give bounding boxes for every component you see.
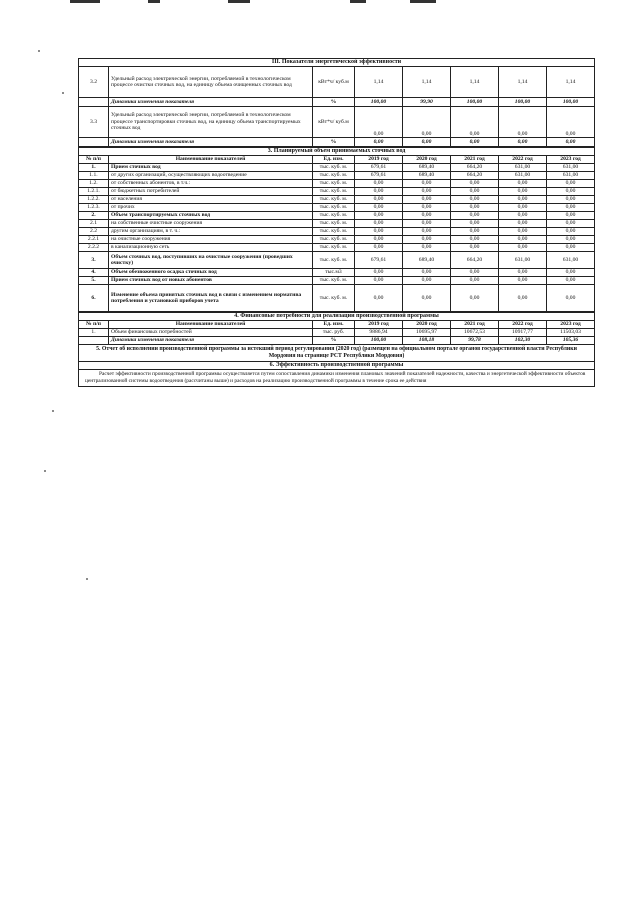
scan-speck [38, 50, 40, 52]
value-cell: 1,14 [547, 67, 595, 98]
row-name: Объем сточных вод, поступивших на очистные сооружения (проведших очистку) [109, 252, 313, 269]
value-cell: 0,00 [547, 204, 595, 212]
value-cell: 0,00 [499, 285, 547, 312]
value-cell: 0,00 [499, 228, 547, 236]
value-cell: 0,00 [499, 196, 547, 204]
value-cell: 9886,94 [355, 329, 403, 337]
row-unit: тыс. куб. м. [313, 277, 355, 285]
scan-speck [44, 470, 46, 472]
value-cell: 0,00 [547, 285, 595, 312]
row-name: на очистные сооружения [109, 236, 313, 244]
row-name: Прием сточных вод от новых абонентов [109, 277, 313, 285]
value-cell: 0,00 [451, 269, 499, 277]
row-number: 1. [79, 164, 109, 172]
finance-table [78, 312, 595, 387]
value-cell: 1,14 [451, 67, 499, 98]
value-cell: 0,00 [355, 138, 403, 147]
value-cell: 0,00 [403, 212, 451, 220]
table-row [79, 172, 595, 180]
value-cell: 0,00 [451, 277, 499, 285]
scan-artifacts [0, 0, 640, 6]
value-cell: 100,00 [355, 98, 403, 107]
value-cell: 0,00 [403, 244, 451, 252]
value-cell: 10917,77 [499, 329, 547, 337]
row-unit: тыс. куб. м. [313, 212, 355, 220]
table-row [79, 67, 595, 98]
value-cell: 0,00 [355, 277, 403, 285]
table-row [79, 164, 595, 172]
row-unit: тыс. куб. м. [313, 252, 355, 269]
value-cell: 0,00 [355, 212, 403, 220]
row-number: 2.2.2 [79, 244, 109, 252]
row-unit: кВт*ч/ куб.м [313, 67, 355, 98]
value-cell: 0,00 [499, 244, 547, 252]
value-cell: 100,00 [451, 98, 499, 107]
value-cell: 0,00 [403, 220, 451, 228]
value-cell: 0,00 [355, 180, 403, 188]
value-cell: 631,00 [499, 164, 547, 172]
row-name: Удельный расход электрической энергии, потребляемой в технологическом процессе транспортировки сточных вод, на единицу объема транспортируемых сточных вод [109, 107, 313, 138]
table-row [79, 277, 595, 285]
value-cell: 0,00 [547, 236, 595, 244]
value-cell: 0,00 [547, 180, 595, 188]
value-cell: 0,00 [451, 188, 499, 196]
row-unit: тыс. руб. [313, 329, 355, 337]
value-cell: 0,00 [355, 204, 403, 212]
value-cell: 631,00 [499, 252, 547, 269]
row-number: 3. [79, 252, 109, 269]
value-cell: 689,40 [403, 164, 451, 172]
table-header-row [79, 156, 595, 164]
value-cell: 631,00 [547, 252, 595, 269]
row-name: Объем финансовых потребностей [109, 329, 313, 337]
row-number: 1.2.1. [79, 188, 109, 196]
value-cell: 0,00 [451, 220, 499, 228]
value-cell: 1,14 [403, 67, 451, 98]
column-header: 2022 год [499, 321, 547, 329]
scan-mark [70, 0, 100, 3]
table-row [79, 252, 595, 269]
value-cell: 0,00 [499, 204, 547, 212]
scan-speck [52, 410, 54, 412]
value-cell: 0,00 [403, 277, 451, 285]
value-cell: 0,00 [499, 107, 547, 138]
value-cell: 0,00 [499, 220, 547, 228]
value-cell: 0,00 [355, 244, 403, 252]
row-unit: тыс. куб. м. [313, 180, 355, 188]
row-unit: тыс. куб. м. [313, 164, 355, 172]
column-header: Ед. изм. [313, 321, 355, 329]
row-unit: тыс. куб. м. [313, 220, 355, 228]
value-cell: 0,00 [355, 196, 403, 204]
value-cell: 100,00 [547, 98, 595, 107]
value-cell: 0,00 [547, 220, 595, 228]
row-unit: тыс. куб. м. [313, 236, 355, 244]
column-header: 2019 год [355, 321, 403, 329]
row-name: от бюджетных потребителей [109, 188, 313, 196]
column-header: 2019 год [355, 156, 403, 164]
section-title: III. Показатели энергетической эффективности [79, 59, 595, 67]
scan-mark [350, 0, 366, 3]
value-cell: 0,00 [403, 228, 451, 236]
row-number: 2.1 [79, 220, 109, 228]
row-name: другим организациям, в т. ч.: [109, 228, 313, 236]
table-row [79, 98, 595, 107]
value-cell: 0,00 [403, 269, 451, 277]
value-cell: 664,20 [451, 164, 499, 172]
table-row [79, 236, 595, 244]
column-header: Наименование показателей [109, 156, 313, 164]
value-cell: 11503,03 [547, 329, 595, 337]
scan-mark [148, 0, 160, 3]
table-row [79, 138, 595, 147]
value-cell: 0,00 [355, 188, 403, 196]
value-cell: 10695,97 [403, 329, 451, 337]
value-cell: 0,00 [403, 180, 451, 188]
value-cell: 0,00 [499, 269, 547, 277]
value-cell: 0,00 [547, 269, 595, 277]
row-name: от других организаций, осуществляющих водоотведение [109, 172, 313, 180]
value-cell: 1,14 [499, 67, 547, 98]
value-cell: 0,00 [403, 236, 451, 244]
row-unit: тыс. куб. м. [313, 188, 355, 196]
value-cell: 0,00 [355, 228, 403, 236]
value-cell: 0,00 [403, 107, 451, 138]
row-number: 1.2.2. [79, 196, 109, 204]
volume-table [78, 147, 595, 312]
row-number: 1. [79, 329, 109, 337]
row-number: 5. [79, 277, 109, 285]
document-sheet [78, 58, 594, 387]
table-row [79, 285, 595, 312]
value-cell: 0,00 [451, 196, 499, 204]
value-cell: 0,00 [451, 244, 499, 252]
row-name: Динамика изменения показателя [109, 98, 313, 107]
row-unit: % [313, 138, 355, 147]
column-header: № п/п [79, 321, 109, 329]
value-cell: 0,00 [403, 188, 451, 196]
value-cell: 0,00 [499, 236, 547, 244]
value-cell: 0,00 [403, 138, 451, 147]
value-cell: 105,36 [547, 337, 595, 345]
scan-mark [410, 0, 436, 3]
row-name: на собственные очистные сооружения [109, 220, 313, 228]
table-row [79, 204, 595, 212]
table-row [79, 107, 595, 138]
value-cell: 664,20 [451, 252, 499, 269]
value-cell: 0,00 [355, 269, 403, 277]
table-header-row [79, 321, 595, 329]
value-cell: 0,00 [451, 180, 499, 188]
column-header: 2023 год [547, 321, 595, 329]
table-row [79, 269, 595, 277]
section-title: 3. Планируемый объем принимаемых сточных вод [79, 148, 595, 156]
row-name: в канализационную сеть [109, 244, 313, 252]
column-header: 2021 год [451, 156, 499, 164]
row-unit: тыс. куб. м. [313, 204, 355, 212]
value-cell: 679,61 [355, 172, 403, 180]
value-cell: 0,00 [499, 277, 547, 285]
value-cell: 664,20 [451, 172, 499, 180]
value-cell: 679,61 [355, 164, 403, 172]
value-cell: 0,00 [499, 138, 547, 147]
row-unit: тыс.м3 [313, 269, 355, 277]
value-cell: 102,30 [499, 337, 547, 345]
row-name: Объем обезвоженного осадка сточных вод [109, 269, 313, 277]
scan-speck [86, 578, 88, 580]
value-cell: 0,00 [547, 188, 595, 196]
scan-mark [228, 0, 250, 3]
column-header: № п/п [79, 156, 109, 164]
row-number: 3.2 [79, 67, 109, 98]
row-name: от собственных абонентов, в т.ч.: [109, 180, 313, 188]
table-row [79, 228, 595, 236]
value-cell: 0,00 [547, 228, 595, 236]
row-number: 2.2 [79, 228, 109, 236]
row-number [79, 337, 109, 345]
value-cell: 0,00 [499, 180, 547, 188]
value-cell: 0,00 [547, 244, 595, 252]
row-number [79, 98, 109, 107]
row-name: Динамика изменения показателя [109, 337, 313, 345]
column-header: 2022 год [499, 156, 547, 164]
value-cell: 0,00 [403, 204, 451, 212]
value-cell: 0,00 [499, 212, 547, 220]
row-unit: % [313, 337, 355, 345]
value-cell: 689,40 [403, 252, 451, 269]
table-row [79, 188, 595, 196]
value-cell: 0,00 [355, 285, 403, 312]
value-cell: 0,00 [451, 204, 499, 212]
value-cell: 100,00 [499, 98, 547, 107]
table-row [79, 220, 595, 228]
row-number [79, 138, 109, 147]
row-name: Динамика изменения показателя [109, 138, 313, 147]
value-cell: 0,00 [355, 107, 403, 138]
value-cell: 10672,53 [451, 329, 499, 337]
column-header: 2020 год [403, 156, 451, 164]
value-cell: 679,61 [355, 252, 403, 269]
row-name: Прием сточных вод [109, 164, 313, 172]
row-unit: кВт*ч/ куб.м [313, 107, 355, 138]
column-header: Наименование показателей [109, 321, 313, 329]
value-cell: 689,40 [403, 172, 451, 180]
column-header: 2021 год [451, 321, 499, 329]
value-cell: 0,00 [403, 285, 451, 312]
row-number: 1.1. [79, 172, 109, 180]
row-number: 2. [79, 212, 109, 220]
row-number: 3.3 [79, 107, 109, 138]
value-cell: 1,14 [355, 67, 403, 98]
table-row [79, 212, 595, 220]
row-unit: тыс. куб. м. [313, 196, 355, 204]
value-cell: 99,90 [403, 98, 451, 107]
energy-table [78, 58, 595, 147]
column-header: 2020 год [403, 321, 451, 329]
row-number: 2.2.1 [79, 236, 109, 244]
value-cell: 631,00 [547, 172, 595, 180]
column-header: 2023 год [547, 156, 595, 164]
row-number: 1.2.3. [79, 204, 109, 212]
value-cell: 631,00 [547, 164, 595, 172]
value-cell: 0,00 [451, 107, 499, 138]
row-unit: тыс. куб. м. [313, 228, 355, 236]
row-number: 4. [79, 269, 109, 277]
report-section-title: 5. Отчет об исполнении производственной программы за истекший период регулирования (2020 год) (размещен на официальном портале органов государственной власти Республики Мордовия на странице РСТ Республики Мордовия) [79, 345, 595, 362]
value-cell: 0,00 [403, 196, 451, 204]
row-unit: тыс. куб. м. [313, 244, 355, 252]
row-unit: % [313, 98, 355, 107]
value-cell: 631,00 [499, 172, 547, 180]
value-cell: 0,00 [451, 212, 499, 220]
section-title: 4. Финансовые потребности для реализации производственной программы [79, 313, 595, 321]
value-cell: 0,00 [499, 188, 547, 196]
value-cell: 0,00 [451, 285, 499, 312]
row-name: Объем транспортируемых сточных вод [109, 212, 313, 220]
table-row [79, 329, 595, 337]
row-number: 1.2. [79, 180, 109, 188]
column-header: Ед. изм. [313, 156, 355, 164]
value-cell: 0,00 [355, 236, 403, 244]
row-unit: тыс. куб. м. [313, 172, 355, 180]
value-cell: 0,00 [547, 212, 595, 220]
scan-speck [62, 92, 64, 94]
row-number: 6. [79, 285, 109, 312]
value-cell: 100,00 [355, 337, 403, 345]
row-name: Изменение объема принятых сточных вод в связи с изменением норматива потребления и установкой приборов учета [109, 285, 313, 312]
value-cell: 0,00 [451, 228, 499, 236]
table-row [79, 180, 595, 188]
value-cell: 0,00 [547, 196, 595, 204]
section-title: 6. Эффективность производственной программы [79, 362, 595, 370]
value-cell: 108,18 [403, 337, 451, 345]
value-cell: 99,78 [451, 337, 499, 345]
row-name: от населения [109, 196, 313, 204]
value-cell: 0,00 [547, 138, 595, 147]
value-cell: 0,00 [355, 220, 403, 228]
value-cell: 0,00 [451, 236, 499, 244]
row-unit: тыс. куб. м. [313, 285, 355, 312]
efficiency-paragraph: Расчет эффективности производственной программы осуществляется путем сопоставления динамики изменения плановых значений показателей надежности, качества и энергетической эффективности объектов централизованной системы водоотведения (рассчитаны выше) и расходов на реализацию производственной программы в течение срока ее действия [79, 370, 595, 387]
value-cell: 0,00 [547, 277, 595, 285]
table-row [79, 244, 595, 252]
table-row [79, 337, 595, 345]
table-row [79, 196, 595, 204]
value-cell: 0,00 [451, 138, 499, 147]
value-cell: 0,00 [547, 107, 595, 138]
row-name: Удельный расход электрической энергии, потребляемой в технологическом процессе очистки сточных вод, на единицу объема очищенных сточных вод [109, 67, 313, 98]
row-name: от прочих [109, 204, 313, 212]
